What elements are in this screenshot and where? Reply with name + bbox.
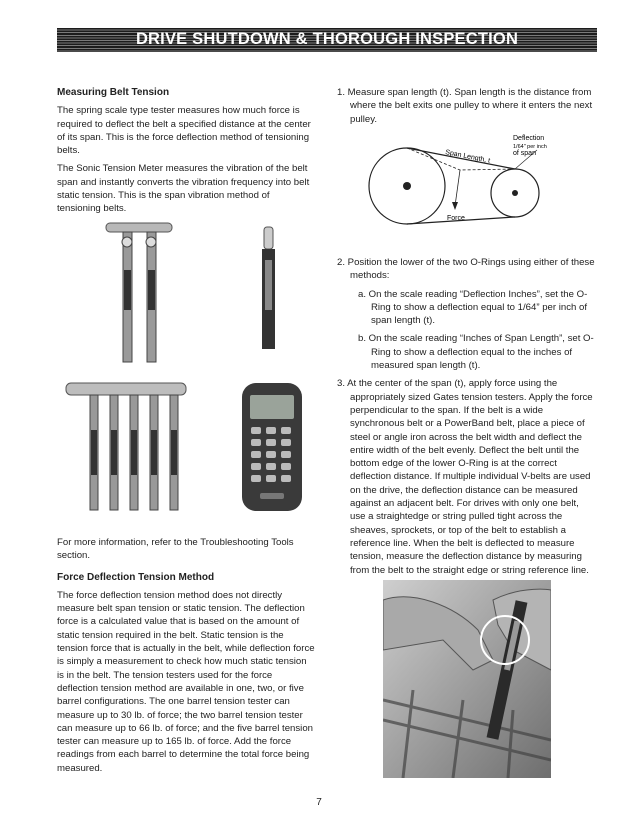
page-title: DRIVE SHUTDOWN & THOROUGH INSPECTION	[135, 30, 519, 48]
sonic-tension-meter-image	[242, 383, 302, 511]
single-barrel-tester-image	[262, 227, 275, 349]
step-1-text: 1. Measure span length (t). Span length is the distance from where the belt exits one pulley to where it enters the next pulley.	[337, 87, 593, 125]
measuring-section	[57, 86, 315, 216]
header-banner	[57, 28, 597, 52]
step-2-text: 2. Position the lower of the two O-Rings using either of these methods:	[337, 257, 595, 282]
step-1	[337, 86, 595, 126]
deflection-sublabel-2: of span	[513, 150, 536, 157]
tension-testers-photo	[60, 215, 310, 525]
force-heading: Force Deflection Tension Method	[57, 571, 215, 583]
more-info-note: For more information, refer to the Troubleshooting Tools section.	[57, 537, 294, 562]
span-length-label: Span Length, t	[444, 149, 491, 165]
page-number: 7	[316, 797, 322, 808]
span-length-diagram	[355, 128, 595, 228]
step-2a-text: a. On the scale reading “Deflection Inches”, set the O-Ring to show a deflection equal to 1/64” per inch of span length (t).	[358, 288, 588, 327]
measuring-heading: Measuring Belt Tension	[57, 87, 170, 98]
step-2	[337, 256, 595, 577]
deflection-sublabel: 1/64" per inch	[513, 144, 547, 150]
force-section	[57, 536, 315, 775]
deflection-label: Deflection	[513, 135, 545, 142]
step-2b-text: b. On the scale reading “Inches of Span Length”, set O-Ring to show a deflection equal to the inches of measured span length (t).	[358, 333, 594, 372]
measuring-paragraph-1: The spring scale type tester measures how much force is required to deflect the belt a specified distance at the center of its span. This is the force deflection method of tensioning belts.	[57, 105, 311, 157]
step-3-text: 3. At the center of the span (t), apply force using the appropriately sized Gates tension testers. Apply the force perpendicular to the span. If the belt is a wide synchronous belt or a PowerBand belt, place a piece of steel or angle iron across the belt width and deflect the entire width of the belt evenly. Deflect the belt until the bottom edge of the lower O-Ring is at the correct deflection distance. If multiple individual V-belts are used on the drive, the deflection distance can be measured against an adjacent belt. For drives with only one belt, use a straightedge or string pulled tight across the sheaves, sprockets, or top of the belt to establish a reference line. When the belt is deflected to measure tension, measure the deflection distance by measuring from the belt to the straight edge or string reference line.	[337, 378, 593, 576]
force-label: Force	[447, 215, 465, 222]
tester-in-use-photo	[383, 580, 551, 778]
force-paragraph: The force deflection tension method does not directly measure belt span tension or static tension. The deflection force is a calculated value that is based on the amount of static tension required in the belt. Static tension is the tension force that is actually in the belt, while deflection force is simply a measurement to check how much static tension is in the belt. The tension testers used for the force deflection tension method are available in one, two, or five barrel configurations. The one barrel tension tester can measure up to 30 lb. of force; the two barrel tension tester can measure up to 66 lb. of force; and the five barrel tension tester can measure up to 165 lb. of force. Add the force readings from each barrel to determine the total force being measured.	[57, 589, 315, 774]
two-barrel-tester-image	[106, 223, 172, 362]
measuring-paragraph-2: The Sonic Tension Meter measures the vibration of the belt span and instantly converts the vibration frequency into belt static tension. This is the span vibration method of tensioning belts.	[57, 163, 310, 215]
five-barrel-tester-image	[66, 383, 186, 510]
